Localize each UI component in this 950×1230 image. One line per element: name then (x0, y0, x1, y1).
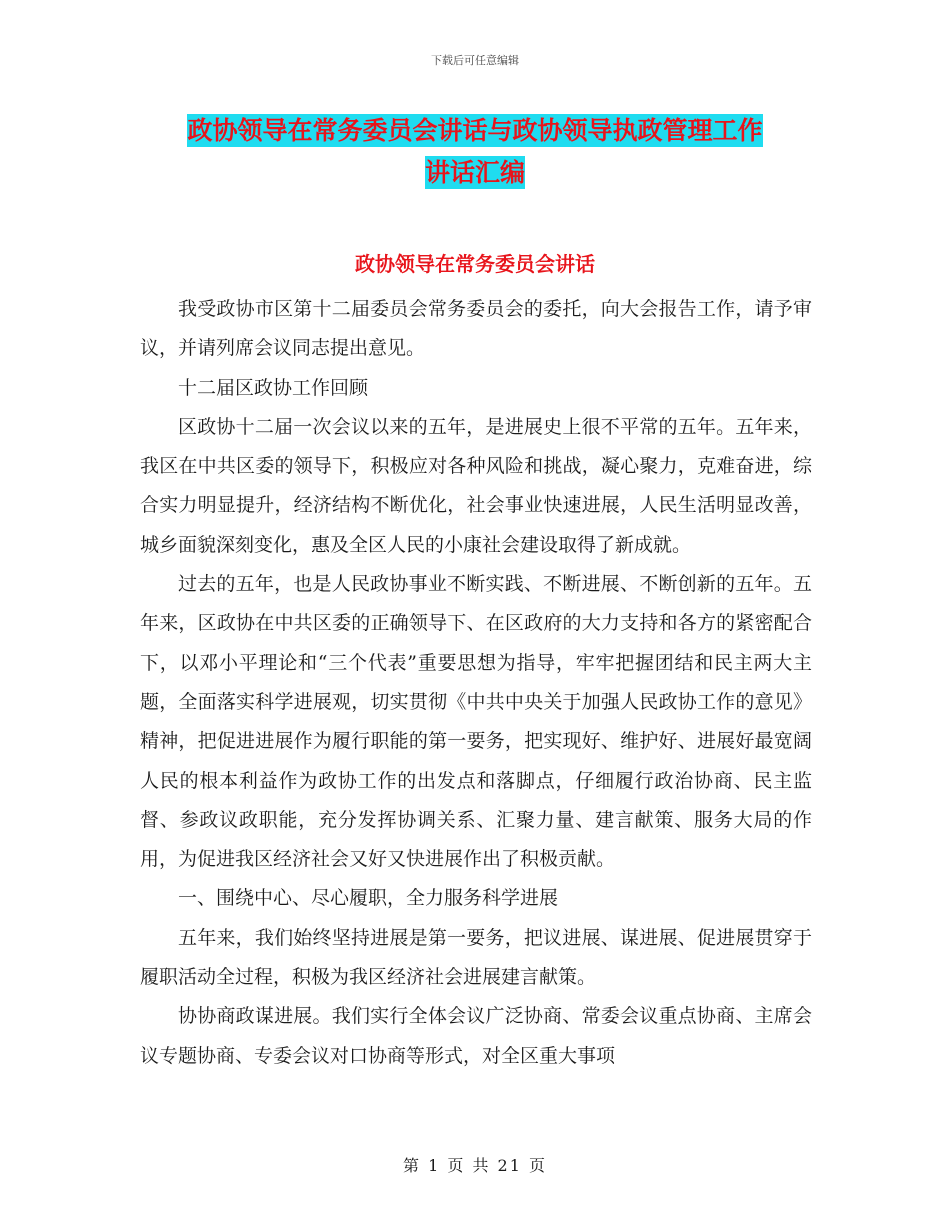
paragraph-heading: 十二届区政协工作回顾 (178, 376, 369, 399)
document-title-line1: 政协领导在常务委员会讲话与政协领导执政管理工作 (187, 116, 763, 145)
paragraph: 过去的五年，也是人民政协事业不断实践、不断进展、不断创新的五年。五年来，区政协在中共区委的正确领导下、在区政府的大力支持和各方的紧密配合下，以邓小平理论和“三个代表”重要思想为指导，牢牢把握团结和民主两大主题，全面落实科学进展观，切实贯彻《中共中央关于加强人民政协工作的意见》精神，把促进进展作为履行职能的第一要务，把实现好、维护好、进展好最宽阔人民的根本利益作为政协工作的出发点和落脚点，仔细履行政治协商、民主监督、参政议政职能，充分发挥协调关系、汇聚力量、建言献策、服务大局的作用，为促进我区经济社会又好又快进展作出了积极贡献。 (140, 573, 812, 871)
paragraph: 五年来，我们始终坚持进展是第一要务，把议进展、谋进展、促进展贯穿于履职活动全过程，积极为我区经济社会进展建言献策。 (140, 926, 812, 989)
page-header-note: 下载后可任意编辑 (431, 54, 519, 67)
paragraph: 我受政协市区第十二届委员会常务委员会的委托，向大会报告工作，请予审议，并请列席会议同志提出意见。 (140, 298, 812, 360)
document-title (140, 110, 810, 194)
page-number: 第 1 页 共 21 页 (403, 1156, 547, 1175)
paragraph-heading: 一、围绕中心、尽心履职，全力服务科学进展 (178, 887, 559, 910)
paragraph: 区政协十二届一次会议以来的五年，是进展史上很不平常的五年。五年来，我区在中共区委的领导下，积极应对各种风险和挑战，凝心聚力，克难奋进，综合实力明显提升，经济结构不断优化，社会事业快速进展，人民生活明显改善，城乡面貌深刻变化，惠及全区人民的小康社会建设取得了新成就。 (140, 415, 812, 556)
paragraph: 协协商政谋进展。我们实行全体会议广泛协商、常委会议重点协商、主席会议专题协商、专委会议对口协商等形式，对全区重大事项 (140, 1005, 812, 1067)
section-title: 政协领导在常务委员会讲话 (355, 252, 595, 276)
document-title-line2: 讲话汇编 (424, 158, 525, 187)
document-body (140, 290, 812, 1076)
